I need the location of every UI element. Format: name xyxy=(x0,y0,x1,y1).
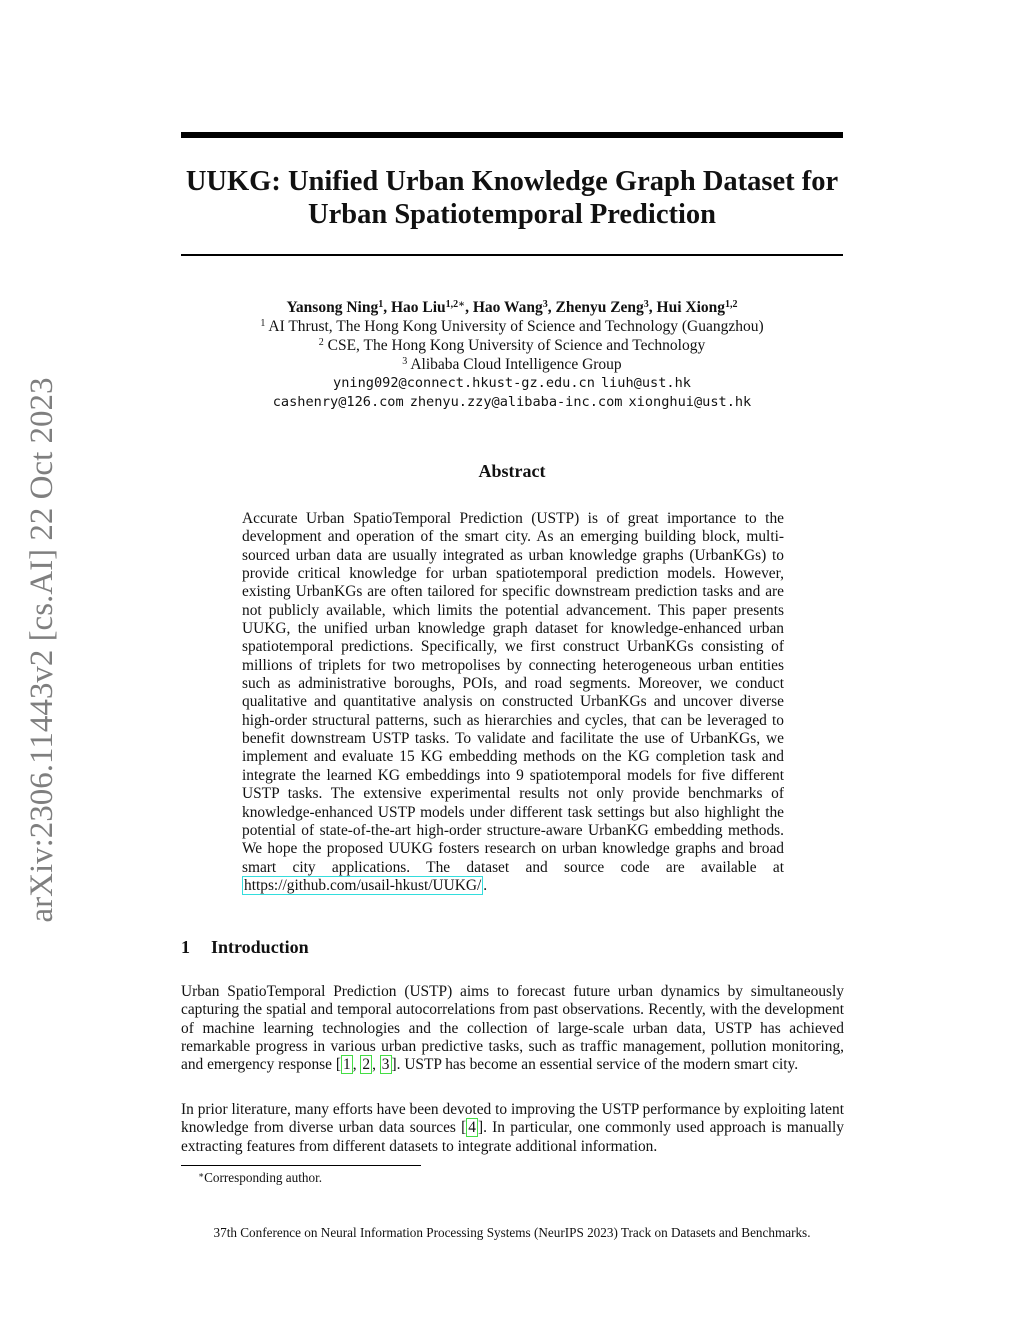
footnote-rule xyxy=(181,1165,421,1166)
affiliation xyxy=(150,355,874,374)
author-name: Hui Xiong xyxy=(656,299,726,316)
citation-link[interactable]: 1 xyxy=(342,1056,351,1074)
citation-link[interactable]: 3 xyxy=(381,1056,390,1074)
title-top-rule xyxy=(181,132,843,138)
affiliation xyxy=(150,317,874,336)
abstract-text: Accurate Urban SpatioTemporal Prediction (USTP) is of great importance to the development and operation of the smart city. As an emerging building block, multi-sourced urban data are usually integrated as urban knowledge graphs (UrbanKGs) to provide critical knowledge for urban spatiotemporal prediction models. However, existing UrbanKGs are often tailored for specific downstream prediction tasks and are not publicly available, which limits the potential advancement. This paper presents UUKG, the unified urban knowledge graph dataset for knowledge-enhanced urban spatiotemporal predictions. Specifically, we first construct UrbanKGs consisting of millions of triplets for two metropolises by connecting heterogeneous urban entities such as administrative boroughs, POIs, and road segments. Moreover, we conduct qualitative and quantitative analysis on constructed UrbanKGs and uncover diverse high-order structural patterns, such as hierarchies and cycles, that can be leveraged to benefit downstream USTP tasks. To validate and facilitate the use of UrbanKGs, we implement and evaluate 15 KG embedding methods on the KG completion task and integrate the learned KG embeddings into 9 spatiotemporal models for five different USTP tasks. The extensive experimental results not only provide benchmarks of knowledge-enhanced USTP models under different task settings but also highlight the potential of state-of-the-art high-order structure-aware UrbanKG embedding methods. We hope the proposed UUKG fosters research on urban knowledge graphs and broad smart city applications. The dataset and source code are available at xyxy=(242,510,784,876)
author-affil-mark: 3 xyxy=(542,299,548,310)
affiliation-text: Alibaba Cloud Intelligence Group xyxy=(410,356,622,373)
author-affil-mark: 1,2 xyxy=(725,299,738,310)
affiliation-mark: 2 xyxy=(318,337,324,348)
paper-title xyxy=(181,165,843,231)
section-title: Introduction xyxy=(211,937,309,957)
paragraph-text-end: ]. In particular, one commonly used approach is manually extracting features from different datasets to integrate additional information. xyxy=(181,1119,845,1155)
abstract-heading: Abstract xyxy=(478,461,546,481)
author-affil-mark: 1,2∗ xyxy=(445,299,466,310)
email: yning092@connect.hkust-gz.edu.cn xyxy=(333,375,595,391)
affiliation-mark: 3 xyxy=(402,356,408,367)
citation-link[interactable]: 4 xyxy=(468,1119,476,1137)
affiliation-mark: 1 xyxy=(260,318,266,329)
author-name: Hao Wang xyxy=(472,299,543,316)
section-number: 1 xyxy=(181,937,190,957)
author-affil-mark: 1 xyxy=(378,299,384,310)
footnote xyxy=(198,1170,322,1186)
footnote-text: Corresponding author. xyxy=(204,1170,323,1185)
author-name: Zhenyu Zeng xyxy=(555,299,644,316)
paragraph-text: In prior literature, many efforts have been devoted to improving the USTP performance by exploiting latent knowledge from diverse urban data sources [ xyxy=(181,1101,844,1137)
paragraph-text: Urban SpatioTemporal Prediction (USTP) aims to forecast future urban dynamics by simultaneously capturing the spatial and temporal autocorrelations from past observations. Recently, with the development of machine learning technologies and the collection of large-scale urban data, USTP has achieved remarkable progress in various urban predictive tasks, such as traffic management, pollution monitoring, and emergency response [ xyxy=(181,983,844,1074)
dataset-link[interactable]: https://github.com/usail-hkust/UUKG/ xyxy=(244,876,482,894)
email-line xyxy=(150,374,874,393)
intro-paragraph-1: Urban SpatioTemporal Prediction (USTP) aims to forecast future urban dynamics by simultaneously capturing the spatial and temporal autocorrelations from past observations. Recently, with the development of machine learning technologies and the collection of large-scale urban data, USTP has achieved remarkable progress in various urban predictive tasks, such as traffic management, pollution monitoring, and emergency response [ 1 , 2 , 3 ]. USTP has become an essential service of the modern smart city. xyxy=(181,983,844,1074)
author-list: Yansong Ning$^1$, Hao Liu$^{1,2∗}$, Hao Wang$^3$, Zhenyu Zeng$^3$, Hui Xiong$^{1,2}$ xyxy=(286,299,738,316)
email: liuh@ust.hk xyxy=(600,375,691,391)
citation-link[interactable]: 2 xyxy=(362,1056,371,1074)
section-heading-introduction xyxy=(181,937,309,958)
conference-footer: 37th Conference on Neural Information Processing Systems (NeurIPS 2023) Track on Datasets and Benchmarks. xyxy=(213,1225,811,1240)
author-affil-mark: 3 xyxy=(643,299,649,310)
email: xionghui@ust.hk xyxy=(628,394,752,410)
affiliation-text: CSE, The Hong Kong University of Science and Technology xyxy=(327,337,706,354)
abstract-body xyxy=(242,510,784,895)
author-block xyxy=(150,298,874,412)
email: zhenyu.zzy@alibaba-inc.com xyxy=(409,394,623,410)
affiliation xyxy=(150,336,874,355)
email-line xyxy=(150,393,874,412)
title-line-1: UUKG: Unified Urban Knowledge Graph Dataset for xyxy=(185,166,839,197)
author-name: Hao Liu xyxy=(390,299,446,316)
author-name: Yansong Ning xyxy=(286,299,379,316)
title-bottom-rule xyxy=(181,254,843,256)
intro-paragraph-2 xyxy=(181,1101,844,1156)
affiliation-text: AI Thrust, The Hong Kong University of Science and Technology (Guangzhou) xyxy=(268,318,764,335)
abstract-end: . xyxy=(483,876,488,894)
footnote-mark: ∗ xyxy=(198,1170,205,1180)
arxiv-identifier: arXiv:2306.11443v2 [cs.AI] 22 Oct 2023 xyxy=(24,377,60,923)
email: cashenry@126.com xyxy=(272,394,404,410)
title-line-2: Urban Spatiotemporal Prediction xyxy=(308,199,716,230)
paragraph-text-end: ]. USTP has become an essential service of the modern smart city. xyxy=(391,1056,799,1074)
